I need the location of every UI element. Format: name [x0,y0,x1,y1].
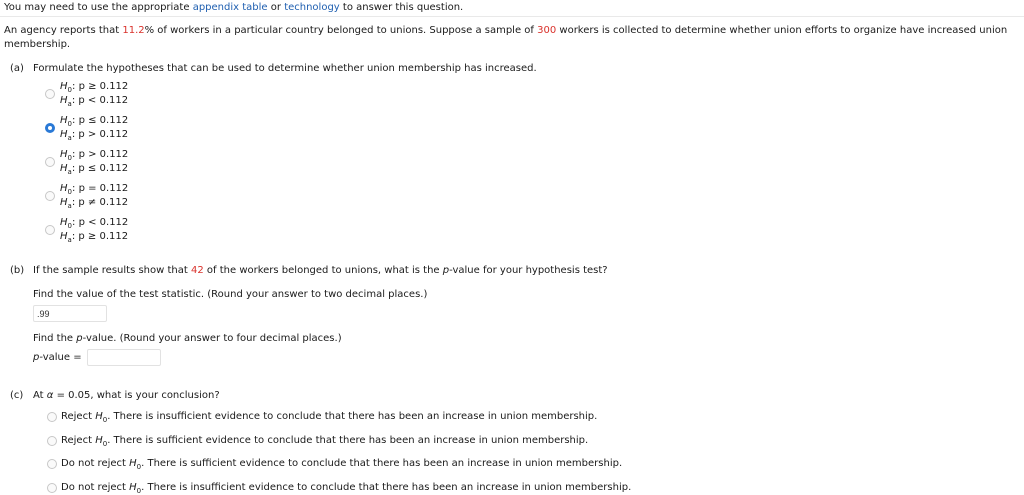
null-hypothesis-4: $H_0$: p = 0.112 [60,183,129,196]
instruction-line: You may need to use the appropriate appendix table or technology to answer this question. [4,2,464,13]
conclusion-option-4: Do not reject $H_0$. There is insufficient evidence to conclude that there has been an increase in union membership. [61,482,632,495]
part-c-label: (c) [10,390,24,401]
part-a-label: (a) [10,63,24,74]
part-b-label: (b) [10,265,25,276]
alt-hypothesis-4: $H_a$: p ≠ 0.112 [60,197,129,210]
part-c-question: At α = 0.05, what is your conclusion? [33,390,220,401]
conclusion-radio-4[interactable] [47,483,57,493]
conclusion-radio-3[interactable] [47,459,57,469]
sample-size: 300 [537,25,557,36]
alt-hypothesis-5: $H_a$: p ≥ 0.112 [60,231,129,244]
hypothesis-radio-3[interactable] [45,157,55,167]
problem-statement-cont: membership. [4,39,71,50]
conclusion-radio-1[interactable] [47,412,57,422]
conclusion-option-2: Reject $H_0$. There is sufficient evidence to conclude that there has been an increase in union membership. [61,435,589,448]
hypothesis-radio-1[interactable] [45,89,55,99]
p-value-input[interactable] [87,349,161,366]
technology-link[interactable]: technology [284,2,340,13]
hypothesis-radio-2[interactable] [45,123,55,133]
conclusion-option-3: Do not reject $H_0$. There is sufficient evidence to conclude that there has been an increase in union membership. [61,458,623,471]
divider [0,16,1024,17]
alt-hypothesis-3: $H_a$: p ≤ 0.112 [60,163,129,176]
conclusion-radio-2[interactable] [47,436,57,446]
hypothesis-radio-5[interactable] [45,225,55,235]
alt-hypothesis-1: $H_a$: p < 0.112 [60,95,129,108]
null-hypothesis-1: $H_0$: p ≥ 0.112 [60,81,129,94]
hypothesis-radio-4[interactable] [45,191,55,201]
union-count: 42 [190,265,204,276]
percent-value: 11.2 [122,25,145,36]
null-hypothesis-3: $H_0$: p > 0.112 [60,149,129,162]
p-value-label: p-value = [33,352,82,363]
appendix-table-link[interactable]: appendix table [192,2,268,13]
alt-hypothesis-2: $H_a$: p > 0.112 [60,129,129,142]
conclusion-option-1: Reject $H_0$. There is insufficient evidence to conclude that there has been an increase in union membership. [61,411,598,424]
test-statistic-input[interactable]: .99 [33,305,107,322]
null-hypothesis-2: $H_0$: p ≤ 0.112 [60,115,129,128]
p-value-prompt: Find the p-value. (Round your answer to four decimal places.) [33,333,342,344]
problem-statement: An agency reports that 11.2% of workers in a particular country belonged to unions. Suppose a sample of 300 workers is collected to determine whether union efforts to organize have increased union [4,25,1008,36]
part-a-question: Formulate the hypotheses that can be used to determine whether union membership has increased. [33,63,537,74]
test-stat-prompt: Find the value of the test statistic. (Round your answer to two decimal places.) [33,289,428,300]
part-b-question: If the sample results show that 42 of the workers belonged to unions, what is the p-value for your hypothesis test? [33,265,608,276]
null-hypothesis-5: $H_0$: p < 0.112 [60,217,129,230]
